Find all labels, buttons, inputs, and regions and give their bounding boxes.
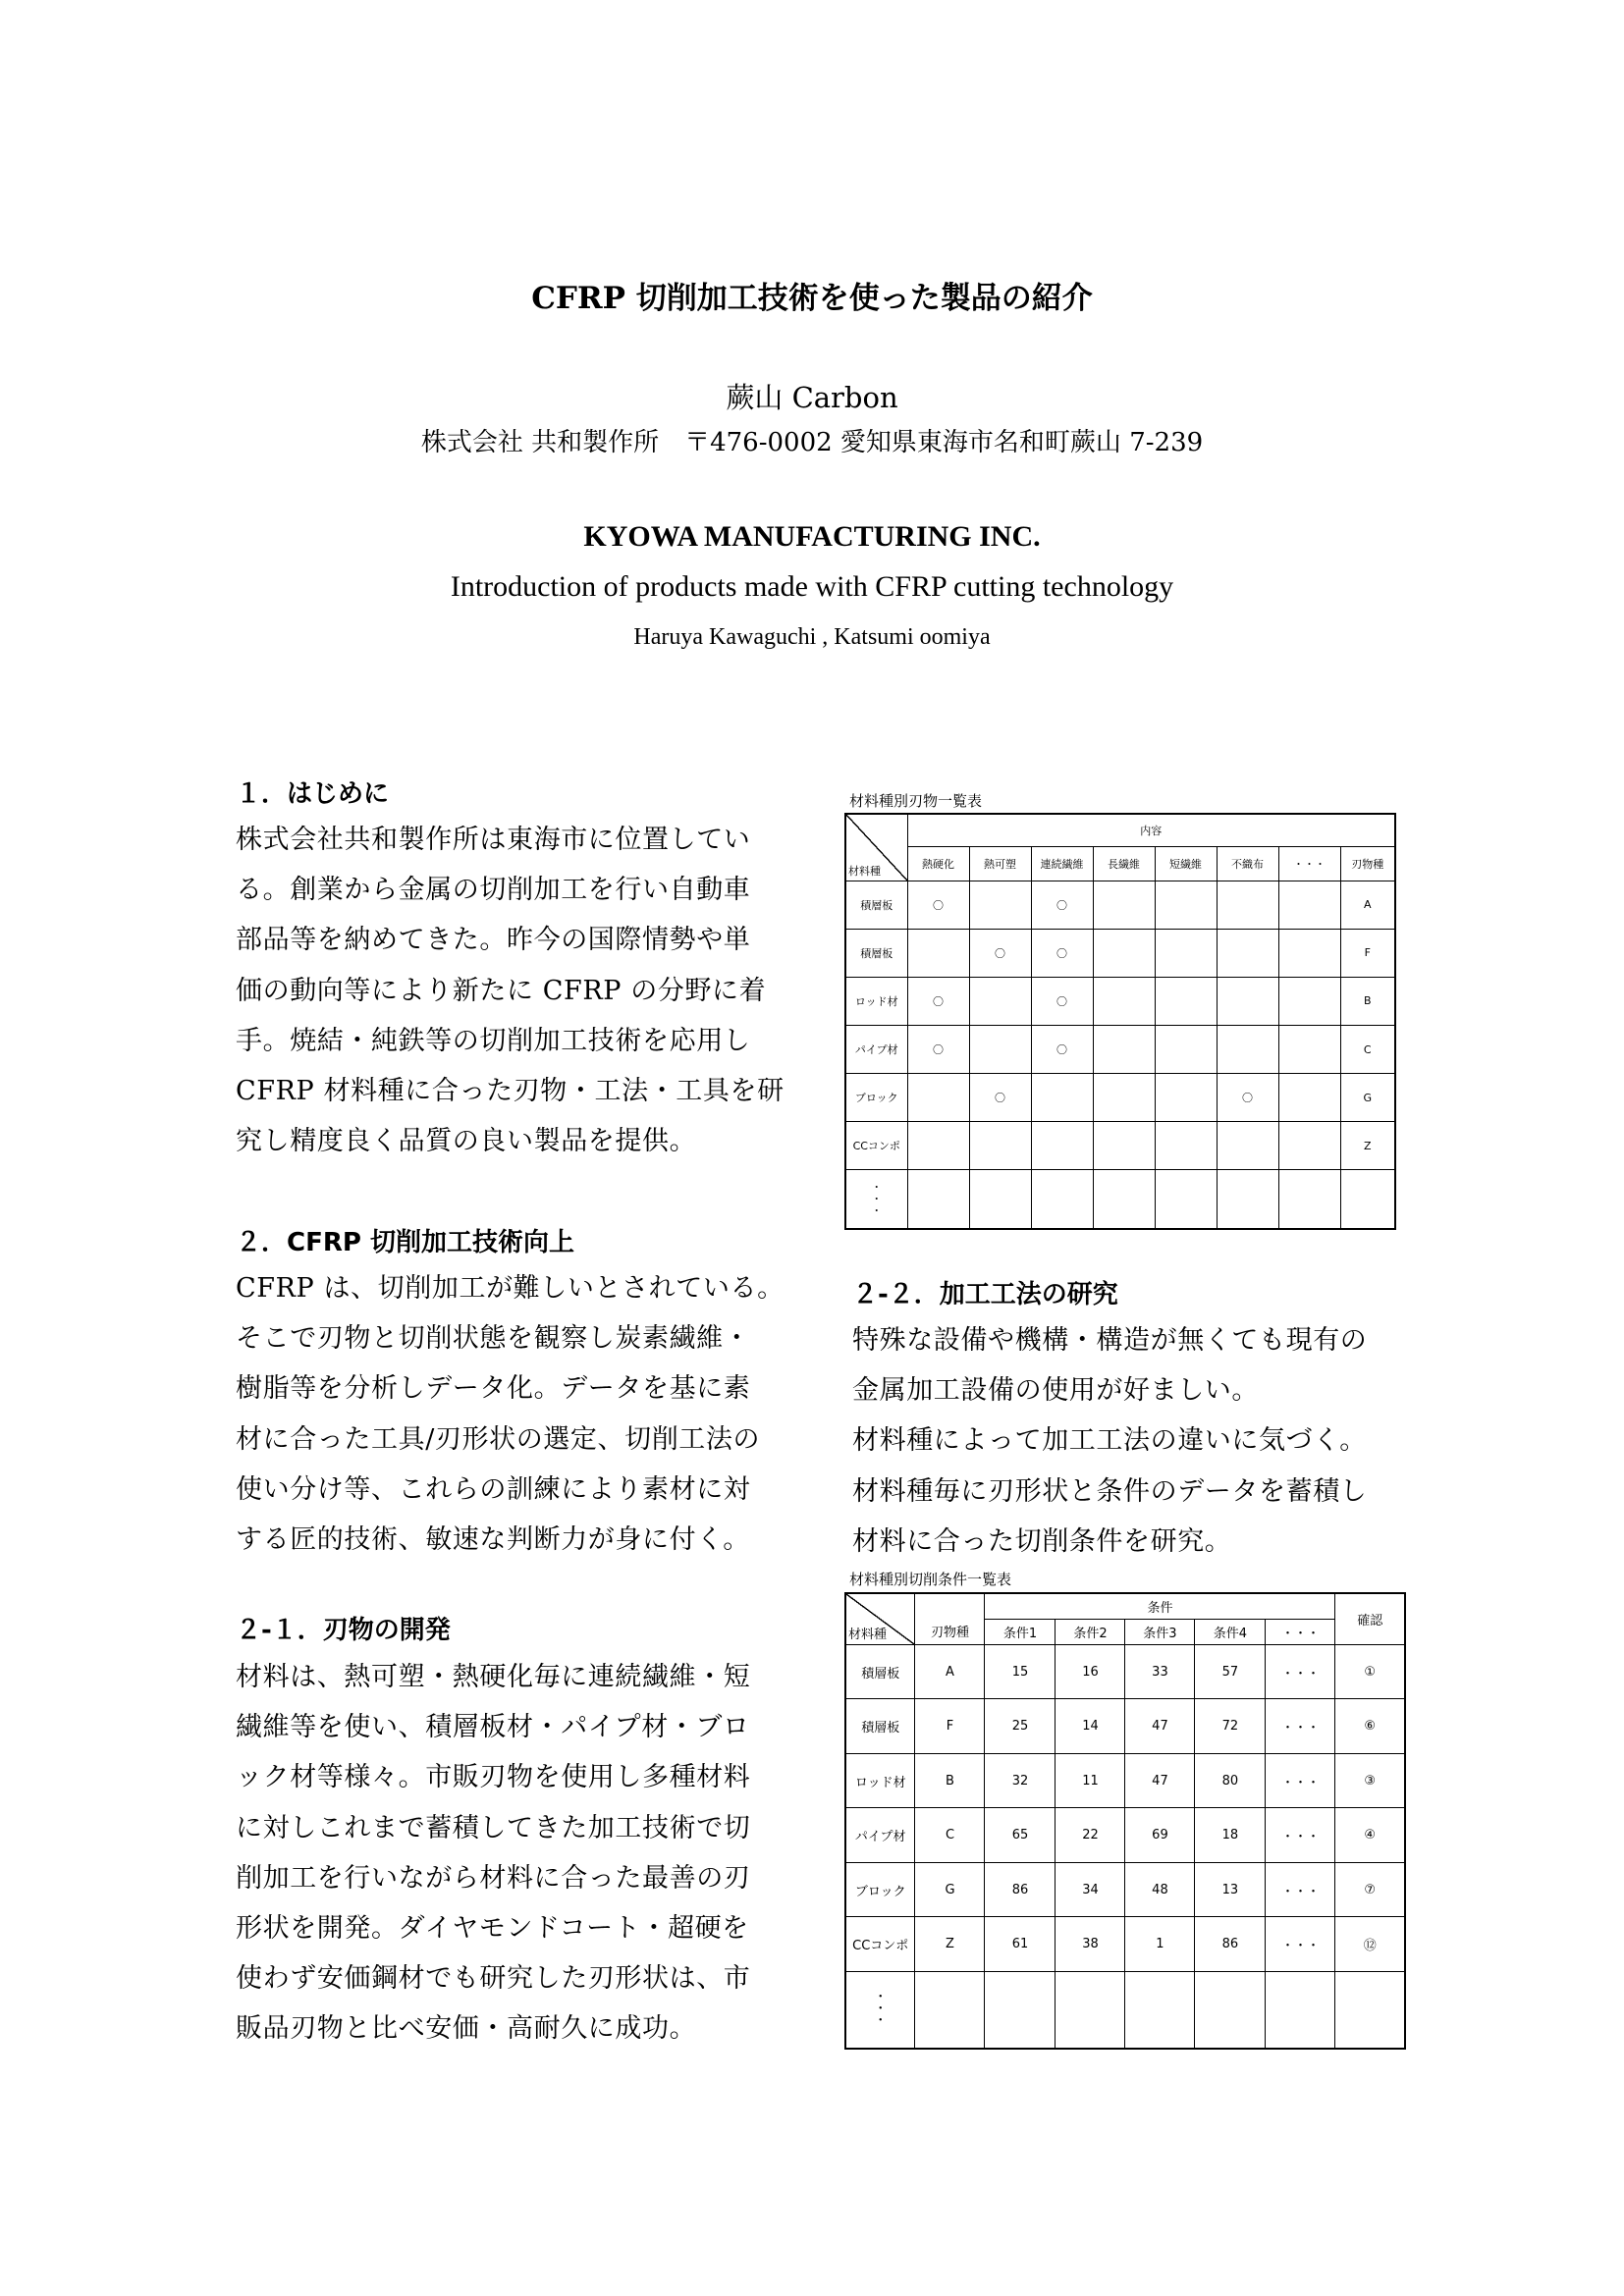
table-cell: 16 bbox=[1056, 1644, 1125, 1698]
text-line: 特殊な設備や機構・構造が無くても現有の bbox=[852, 1325, 1368, 1356]
column-header: 短繊維 bbox=[1155, 846, 1217, 881]
table-cell bbox=[1217, 977, 1278, 1025]
table-cell bbox=[969, 881, 1031, 929]
group-header: 内容 bbox=[907, 814, 1395, 846]
table-cell: 69 bbox=[1125, 1808, 1195, 1862]
author-jp: 蕨山 Carbon bbox=[726, 381, 898, 414]
table-cell: G bbox=[1340, 1074, 1395, 1122]
table-cell: ・・・ bbox=[1266, 1699, 1335, 1753]
corner-label: 材料種 bbox=[848, 864, 881, 878]
organization-address: 株式会社 共和製作所 〒476-0002 愛知県東海市名和町蕨山 7-239 bbox=[420, 428, 1204, 457]
text-line: 価の動向等により新たに CFRP の分野に着 bbox=[236, 975, 767, 1006]
text-line: 部品等を納めてきた。昨今の国際情勢や単 bbox=[236, 925, 751, 956]
table-cell bbox=[969, 1122, 1031, 1170]
text-line: 販品刃物と比べ安価・高耐久に成功。 bbox=[236, 2013, 697, 2045]
table-cell bbox=[1155, 1122, 1217, 1170]
table-row bbox=[845, 1753, 1405, 1807]
section-body-method bbox=[852, 1315, 1367, 1567]
text-line: する匠的技術、敏速な判断力が身に付く。 bbox=[236, 1523, 750, 1555]
row-label: パイプ材 bbox=[845, 1808, 915, 1862]
corner-cell bbox=[845, 1593, 915, 1644]
text-line: 使わず安価鋼材でも研究した刃形状は、市 bbox=[236, 1963, 751, 1995]
table-cell bbox=[1217, 929, 1278, 977]
table-cell bbox=[907, 1074, 969, 1122]
text-line: CFRP 材料種に合った刃物・工法・工具を研 bbox=[236, 1075, 785, 1106]
table-cell bbox=[1278, 1074, 1340, 1122]
table-row bbox=[845, 881, 1395, 929]
table-cell bbox=[969, 1170, 1031, 1229]
table-cell bbox=[1278, 881, 1340, 929]
table-cell bbox=[1056, 1971, 1125, 2049]
table-cell: C bbox=[915, 1808, 985, 1862]
table-row bbox=[845, 1644, 1405, 1698]
row-label: パイプ材 bbox=[845, 1025, 907, 1073]
table-cell: ・・・ bbox=[1266, 1917, 1335, 1971]
table-cell: C bbox=[1340, 1025, 1395, 1073]
table-cell: 14 bbox=[1056, 1699, 1125, 1753]
table-row bbox=[845, 1917, 1405, 1971]
table-cell: 33 bbox=[1125, 1644, 1195, 1698]
table-cell: ③ bbox=[1335, 1753, 1405, 1807]
row-label: CCコンポ bbox=[845, 1917, 915, 1971]
text-line: 材料種毎に刃形状と条件のデータを蓄積し bbox=[852, 1475, 1368, 1507]
text-line: 材料は、熱可塑・熱硬化毎に連続繊維・短 bbox=[236, 1662, 751, 1692]
table-cell: ・・・ bbox=[1266, 1644, 1335, 1698]
row-label: 積層板 bbox=[845, 1699, 915, 1753]
table-cell bbox=[1155, 881, 1217, 929]
table-cell: 〇 bbox=[1031, 977, 1093, 1025]
column-header: 熱可塑 bbox=[969, 846, 1031, 881]
table-row bbox=[845, 977, 1395, 1025]
paper-title: CFRP 切削加工技術を使った製品の紹介 bbox=[531, 281, 1093, 316]
text-line: 繊維等を使い、積層板材・パイプ材・ブロ bbox=[236, 1712, 750, 1743]
table-cell bbox=[1195, 1971, 1266, 2049]
table-cell: 〇 bbox=[969, 929, 1031, 977]
table-cell: 18 bbox=[1195, 1808, 1266, 1862]
table-cell bbox=[907, 1170, 969, 1229]
table-row bbox=[845, 1808, 1405, 1862]
section-body-cfrp bbox=[236, 1263, 785, 1565]
table-cell: ⑦ bbox=[1335, 1862, 1405, 1916]
table-cell bbox=[1125, 1971, 1195, 2049]
table-cell bbox=[1278, 929, 1340, 977]
table-cell: Z bbox=[915, 1917, 985, 1971]
table-row bbox=[845, 1074, 1395, 1122]
table-cell: ・・・ bbox=[1266, 1753, 1335, 1807]
table-cell: 1 bbox=[1125, 1917, 1195, 1971]
text-line: 金属加工設備の使用が好ましい。 bbox=[852, 1375, 1259, 1407]
continuation-dots: ・ ・ ・ bbox=[845, 1971, 915, 2049]
table-cell: 〇 bbox=[969, 1074, 1031, 1122]
table-cell: ④ bbox=[1335, 1808, 1405, 1862]
cutting-conditions-table bbox=[844, 1592, 1406, 2050]
table-cell: 47 bbox=[1125, 1753, 1195, 1807]
table-cell bbox=[985, 1971, 1056, 2049]
text-line: 株式会社共和製作所は東海市に位置してい bbox=[236, 825, 751, 855]
table-cell: 80 bbox=[1195, 1753, 1266, 1807]
corner-label: 材料種 bbox=[848, 1627, 888, 1642]
table-cell: ① bbox=[1335, 1644, 1405, 1698]
table-cell bbox=[1093, 1025, 1155, 1073]
continuation-dots: ・ ・ ・ bbox=[845, 1170, 907, 1229]
column-header: 熱硬化 bbox=[907, 846, 969, 881]
table-row bbox=[845, 929, 1395, 977]
table-row bbox=[845, 1862, 1405, 1916]
table-cell: A bbox=[915, 1644, 985, 1698]
table-cell: ⑫ bbox=[1335, 1917, 1405, 1971]
table-cell bbox=[1217, 1122, 1278, 1170]
text-line: 形状を開発。ダイヤモンドコート・超硬を bbox=[236, 1912, 749, 1944]
table-row bbox=[845, 1699, 1405, 1753]
table-cell bbox=[1155, 977, 1217, 1025]
table-cell: F bbox=[915, 1699, 985, 1753]
table-cell: 〇 bbox=[1031, 881, 1093, 929]
table-cell bbox=[1093, 929, 1155, 977]
text-line: に対しこれまで蓄積してきた加工技術で切 bbox=[236, 1812, 751, 1843]
table-cell: 25 bbox=[985, 1699, 1056, 1753]
section-body-tools bbox=[236, 1652, 750, 2055]
column-header: 連続繊維 bbox=[1031, 846, 1093, 881]
table-cell bbox=[1155, 929, 1217, 977]
table-cell bbox=[969, 1025, 1031, 1073]
paper-title-en: Introduction of products made with CFRP cutting technology bbox=[450, 570, 1174, 603]
table-cell: 61 bbox=[985, 1917, 1056, 1971]
table-cell: 13 bbox=[1195, 1862, 1266, 1916]
table-cell bbox=[1155, 1074, 1217, 1122]
table-cell bbox=[907, 1122, 969, 1170]
table-cell: 65 bbox=[985, 1808, 1056, 1862]
table-cell: ・・・ bbox=[1266, 1808, 1335, 1862]
text-line: 材料種によって加工工法の違いに気づく。 bbox=[852, 1425, 1367, 1457]
table-cell: 22 bbox=[1056, 1808, 1125, 1862]
table-cell: A bbox=[1340, 881, 1395, 929]
table-cell bbox=[1335, 1971, 1405, 2049]
section-heading-method: ２-２．加工工法の研究 bbox=[852, 1280, 1118, 1309]
row-label: ロッド材 bbox=[845, 1753, 915, 1807]
row-label: 積層板 bbox=[845, 881, 907, 929]
table-cell bbox=[1031, 1074, 1093, 1122]
column-header: ・・・ bbox=[1278, 846, 1340, 881]
corner-cell bbox=[845, 814, 907, 881]
row-label: ブロック bbox=[845, 1074, 907, 1122]
column-header: 条件4 bbox=[1195, 1619, 1266, 1644]
table-cell: 〇 bbox=[907, 1025, 969, 1073]
table-cell bbox=[1278, 1170, 1340, 1229]
table-cell bbox=[1340, 1170, 1395, 1229]
table-cell bbox=[1093, 977, 1155, 1025]
table-cell: ⑥ bbox=[1335, 1699, 1405, 1753]
table-cell: 48 bbox=[1125, 1862, 1195, 1916]
table-row bbox=[845, 1025, 1395, 1073]
table-cell bbox=[1217, 1170, 1278, 1229]
table-cell: 〇 bbox=[907, 881, 969, 929]
table-row bbox=[845, 1971, 1405, 2049]
text-line: 削加工を行いながら材料に合った最善の刃 bbox=[236, 1862, 751, 1894]
table-cell bbox=[1093, 881, 1155, 929]
table-cell: 57 bbox=[1195, 1644, 1266, 1698]
table-cell bbox=[1031, 1122, 1093, 1170]
column-header: 刃物種 bbox=[1340, 846, 1395, 881]
table-cell bbox=[915, 1971, 985, 2049]
column-header: ・・・ bbox=[1266, 1619, 1335, 1644]
table-cell: 〇 bbox=[1031, 929, 1093, 977]
table-cell: G bbox=[915, 1862, 985, 1916]
table-cell bbox=[1278, 1025, 1340, 1073]
section-heading-cfrp: ２．CFRP 切削加工技術向上 bbox=[236, 1228, 574, 1257]
table-row bbox=[845, 1170, 1395, 1229]
authors-en: Haruya Kawaguchi , Katsumi oomiya bbox=[633, 624, 991, 650]
text-line: 材料に合った切削条件を研究。 bbox=[852, 1525, 1232, 1557]
row-label: ロッド材 bbox=[845, 977, 907, 1025]
table1-caption: 材料種別刃物一覧表 bbox=[849, 792, 983, 810]
row-label: CCコンポ bbox=[845, 1122, 907, 1170]
column-header: 条件2 bbox=[1056, 1619, 1125, 1644]
table2-caption: 材料種別切削条件一覧表 bbox=[849, 1571, 1012, 1588]
table-cell bbox=[1093, 1170, 1155, 1229]
table-cell: 〇 bbox=[1031, 1025, 1093, 1073]
table-cell bbox=[1278, 1122, 1340, 1170]
text-line: 究し精度良く品質の良い製品を提供。 bbox=[236, 1126, 697, 1157]
table-cell bbox=[1155, 1025, 1217, 1073]
table-cell: 72 bbox=[1195, 1699, 1266, 1753]
table-cell bbox=[1093, 1074, 1155, 1122]
table-cell: 38 bbox=[1056, 1917, 1125, 1971]
table-cell: Z bbox=[1340, 1122, 1395, 1170]
table-cell bbox=[1266, 1971, 1335, 2049]
organization-en: KYOWA MANUFACTURING INC. bbox=[583, 520, 1041, 553]
row-label: 積層板 bbox=[845, 929, 907, 977]
text-line: 手。焼結・純鉄等の切削加工技術を応用し bbox=[236, 1025, 751, 1056]
table-cell: 〇 bbox=[1217, 1074, 1278, 1122]
text-line: 材に合った工具/刃形状の選定、切削工法の bbox=[236, 1423, 761, 1455]
column-header: 刃物種 bbox=[915, 1593, 985, 1644]
table-cell: 34 bbox=[1056, 1862, 1125, 1916]
text-line: る。創業から金属の切削加工を行い自動車 bbox=[236, 875, 751, 906]
column-header: 条件1 bbox=[985, 1619, 1056, 1644]
table-cell: 86 bbox=[985, 1862, 1056, 1916]
table-row bbox=[845, 1122, 1395, 1170]
column-header: 長繊維 bbox=[1093, 846, 1155, 881]
text-line: ック材等様々。市販刃物を使用し多種材料 bbox=[236, 1762, 751, 1793]
column-header: 条件3 bbox=[1125, 1619, 1195, 1644]
text-line: そこで刃物と切削状態を観察し炭素繊維・ bbox=[236, 1323, 751, 1355]
table-cell bbox=[1093, 1122, 1155, 1170]
tool-list-table bbox=[844, 813, 1396, 1230]
table-cell: B bbox=[1340, 977, 1395, 1025]
row-label: 積層板 bbox=[845, 1644, 915, 1698]
table-cell: F bbox=[1340, 929, 1395, 977]
section-heading-intro: １．はじめに bbox=[236, 779, 390, 809]
section-heading-tools: ２-１．刃物の開発 bbox=[236, 1616, 451, 1645]
table-cell bbox=[1155, 1170, 1217, 1229]
table-cell: 47 bbox=[1125, 1699, 1195, 1753]
table-cell: 〇 bbox=[907, 977, 969, 1025]
table-cell: 11 bbox=[1056, 1753, 1125, 1807]
table-cell bbox=[1031, 1170, 1093, 1229]
table-cell bbox=[1278, 977, 1340, 1025]
text-line: CFRP は、切削加工が難しいとされている。 bbox=[236, 1273, 785, 1304]
table-cell: ・・・ bbox=[1266, 1862, 1335, 1916]
group-header: 条件 bbox=[985, 1593, 1335, 1619]
column-header: 不織布 bbox=[1217, 846, 1278, 881]
table-cell: 86 bbox=[1195, 1917, 1266, 1971]
table-cell: B bbox=[915, 1753, 985, 1807]
table-cell bbox=[1217, 881, 1278, 929]
table-cell: 32 bbox=[985, 1753, 1056, 1807]
row-label: ブロック bbox=[845, 1862, 915, 1916]
table-cell bbox=[969, 977, 1031, 1025]
table-cell: 15 bbox=[985, 1644, 1056, 1698]
column-header: 確認 bbox=[1335, 1593, 1405, 1644]
section-body-intro bbox=[236, 815, 785, 1166]
table-cell bbox=[1217, 1025, 1278, 1073]
text-line: 使い分け等、これらの訓練により素材に対 bbox=[236, 1473, 751, 1505]
table-cell bbox=[907, 929, 969, 977]
text-line: 樹脂等を分析しデータ化。データを基に素 bbox=[236, 1373, 751, 1405]
